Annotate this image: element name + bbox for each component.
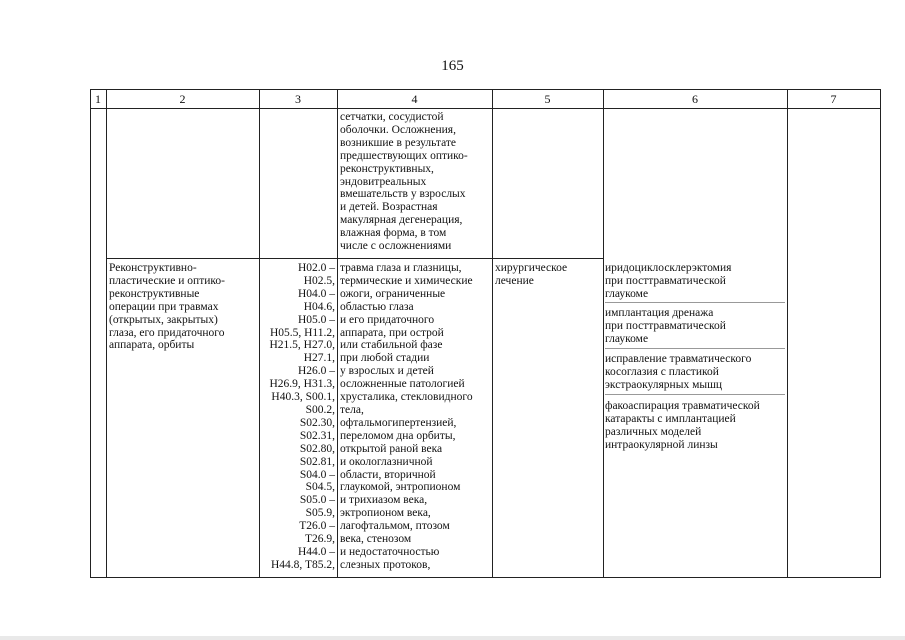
header-col-3: 3 [295, 92, 301, 106]
header-col-2: 2 [179, 92, 186, 106]
table-bottom-border [90, 577, 880, 578]
header-bottom-border [90, 108, 880, 109]
icd-codes: H02.0 – H02.5, H04.0 – H04.6, H05.0 – H05.5, H11.2, H21.5, H27.0, H27.1, H26.0 – H26.9, H31.3, H40.3, S00.1, S00.2, S02.30, S02.31, S02.80, S02.81, S04.0 – S04.5, S05.0 – S05.9, T26.0 – T26.9, H44.0 – H44.8, T85.2, [269, 262, 335, 571]
treatment-kind: хирургическое лечение [495, 262, 568, 287]
continued-diagnosis-text: сетчатки, сосудистой оболочки. Осложнения, возникшие в результате предшествующих оптико- реконструктивных, эндовитреальных вмешательств у взрослых и детей. Возрастная макулярная дегенерация, влажная форма, в том числе с осложнениями [340, 111, 468, 253]
row-divider [106, 258, 603, 259]
method-separator [605, 348, 785, 349]
method-separator [605, 302, 785, 303]
table-top-border [90, 89, 880, 90]
method-item: исправление травматического косоглазия с пластикой экстраокулярных мышц [605, 353, 752, 391]
method-separator [605, 394, 785, 395]
diagnosis-description: травма глаза и глазницы, термические и химические ожоги, ограниченные областью глаза и его придаточного аппарата, при острой или стабильной фазе при любой стадии у взрослых и детей осложненные патологией хрусталика, стекловидного тела, офтальмогипертензией, переломом дна орбиты, открытой раной века и окологлазничной области, вторичной глаукомой, энтропионом и трихиазом века, эктропионом века, лагофтальмом, птозом века, стенозом и недостаточностью слезных протоков, [340, 262, 473, 571]
method-item: имплантация дренажа при посттравматической глаукоме [605, 307, 726, 345]
scan-edge [0, 636, 905, 640]
column-border [337, 89, 338, 578]
column-border [880, 89, 881, 578]
treatment-type-name: Реконструктивно- пластические и оптико- реконструктивные операции при травмах (открытых, закрытых) глаза, его придаточного аппарата, орбиты [109, 262, 225, 352]
method-item: факоаспирация травматической катаракты с имплантацией различных моделей интраокулярной линзы [605, 400, 760, 451]
column-border [90, 89, 91, 578]
column-border [787, 89, 788, 578]
header-col-5: 5 [544, 92, 551, 106]
header-col-1: 1 [95, 92, 101, 106]
method-item: иридоциклосклерэктомия при посттравматической глаукоме [605, 262, 732, 300]
column-border [603, 89, 604, 578]
header-col-4: 4 [411, 92, 418, 106]
page-number: 165 [441, 58, 464, 74]
column-border [106, 89, 107, 578]
column-border [492, 89, 493, 578]
header-col-7: 7 [830, 92, 837, 106]
header-col-6: 6 [692, 92, 698, 106]
